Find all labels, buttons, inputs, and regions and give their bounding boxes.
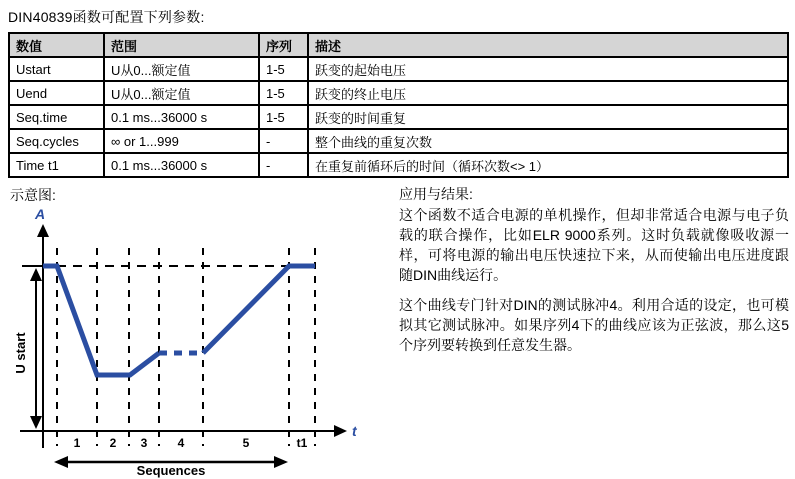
cell-description: 跃变的终止电压 [308,81,788,105]
col-header-sequence: 序列 [259,33,308,57]
cell-range: ∞ or 1...999 [104,129,259,153]
sequence-number-labels [74,436,308,450]
y-axis-arrowhead-icon [37,224,49,237]
application-column [399,184,789,365]
cell-sequence: - [259,129,308,153]
application-paragraph-1: 这个函数不适合电源的单机操作，但却非常适合电源与电子负载的联合操作，比如ELR 9000系列。这时负载就像吸收源一样，可将电源的输出电压快速拉下来，从而使输出电压进度跟随DIN曲线运行。 [399,207,789,283]
table-header-row [9,33,788,57]
cell-range: U从0...额定值 [104,57,259,81]
table-row [9,129,788,153]
cell-value: Uend [9,81,104,105]
ustart-arrowhead-down-icon [30,416,42,429]
sequence-label-2: 2 [109,436,117,450]
cell-description: 跃变的时间重复 [308,105,788,129]
cell-value: Seq.cycles [9,129,104,153]
cell-range: 0.1 ms...36000 s [104,153,259,177]
cell-sequence: 1-5 [259,57,308,81]
sequence-label-5: 5 [242,436,250,450]
table-row [9,57,788,81]
cell-sequence: 1-5 [259,81,308,105]
sequences-label: Sequences [136,463,206,478]
sequence-label-3: 3 [140,436,148,450]
sequence-label-4: 4 [177,436,185,450]
table-row [9,153,788,177]
figure-label: 示意图: [10,187,56,203]
cell-description: 在重复前循环后的时间（循环次数<> 1） [308,153,788,177]
cell-value: Time t1 [9,153,104,177]
din-curve-segment-start [43,266,159,375]
application-paragraph-2: 这个曲线专门针对DIN的测试脉冲4。利用合适的设定，也可模拟其它测试脉冲。如果序列4下的曲线应该为正弦波，那么这5个序列要转换到任意发生器。 [399,297,789,353]
cell-range: U从0...额定值 [104,81,259,105]
cell-value: Seq.time [9,105,104,129]
table-row [9,105,788,129]
sequence-label-1: 1 [73,436,81,450]
parameter-table [8,32,789,178]
table-row [9,81,788,105]
cell-range: 0.1 ms...36000 s [104,105,259,129]
application-title: 应用与结果: [399,186,473,202]
y-axis-label: A [34,206,46,222]
sequences-arrowhead-left-icon [54,456,68,468]
din-curve-diagram [0,200,365,479]
cell-sequence: - [259,153,308,177]
cell-sequence: 1-5 [259,105,308,129]
col-header-range: 范围 [104,33,259,57]
ustart-axis-label: U start [13,332,28,374]
sequence-label-t1: t1 [296,436,308,450]
col-header-value: 数值 [9,33,104,57]
col-header-description: 描述 [308,33,788,57]
page-heading: DIN40839函数可配置下列参数: [8,9,205,25]
din-curve-segment-end [203,266,315,353]
sequences-arrowhead-right-icon [274,456,288,468]
ustart-arrowhead-up-icon [30,268,42,281]
x-axis-label: t [352,423,357,439]
cell-description: 整个曲线的重复次数 [308,129,788,153]
cell-description: 跃变的起始电压 [308,57,788,81]
x-axis-arrowhead-icon [334,425,347,437]
cell-value: Ustart [9,57,104,81]
